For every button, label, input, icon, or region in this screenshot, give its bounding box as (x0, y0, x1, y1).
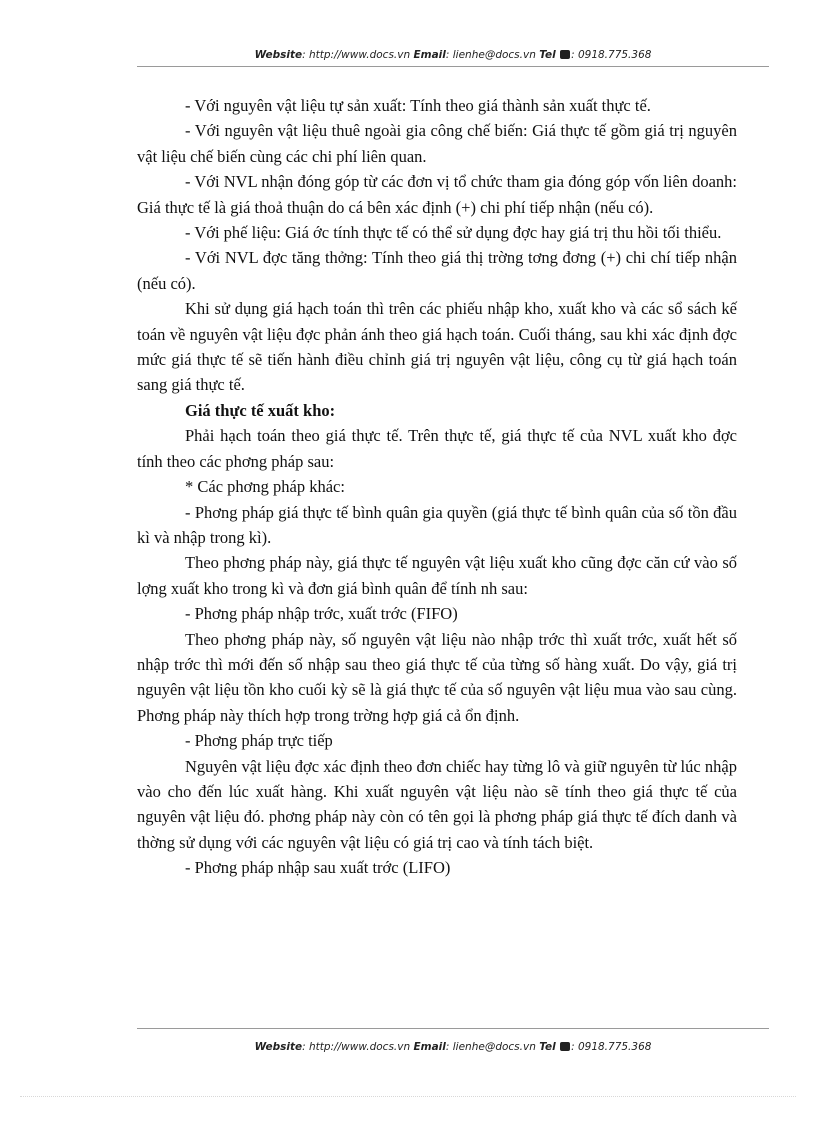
paragraph: - Phơng pháp nhập trớc, xuất trớc (FIFO) (185, 604, 458, 624)
footer-email-value: : lienhe@docs.vn (445, 1041, 536, 1053)
document-body (137, 93, 737, 881)
phone-icon (560, 50, 570, 59)
phone-icon (560, 1042, 570, 1051)
header-tel-value: : 0918.775.368 (571, 49, 652, 61)
section-heading: Giá thực tế xuất kho: (185, 400, 336, 420)
footer-divider (137, 1028, 769, 1029)
paragraph: - Với NVL đợc tăng thởng: Tính theo giá thị trờng tơng đơng (+) chi chí tiếp nhận (nếu có). (137, 248, 737, 293)
footer-email-label: Email (413, 1041, 446, 1053)
paragraph: - Phơng pháp giá thực tế bình quân gia quyền (giá thực tế bình quân của số tồn đầu kì và nhập trong kì). (137, 502, 737, 547)
header-email-value: : lienhe@docs.vn (445, 49, 536, 61)
page-header (137, 49, 769, 61)
header-website-label: Website (254, 49, 303, 61)
paragraph: - Phơng pháp nhập sau xuất trớc (LIFO) (185, 858, 451, 878)
footer-tel-value: : 0918.775.368 (571, 1041, 652, 1053)
footer-tel-label: Tel (539, 1041, 556, 1053)
header-divider (137, 66, 769, 67)
paragraph: - Với phế liệu: Giá ớc tính thực tế có thể sử dụng đợc hay giá trị thu hồi tối thiểu. (185, 223, 722, 243)
paragraph: Theo phơng pháp này, số nguyên vật liệu nào nhập trớc thì xuất trớc, xuất hết số nhập trớc thì mới đến số nhập sau theo giá thực tế của từng số hàng xuất. Do vậy, giá trị nguyên vật liệu tồn kho cuối kỳ sẽ là giá thực tế của số nguyên vật liệu mua vào sau cùng. Phơng pháp này thích hợp trong trờng hợp giá cả ổn định. (137, 629, 737, 725)
paragraph: Nguyên vật liệu đợc xác định theo đơn chiếc hay từng lô và giữ nguyên từ lúc nhập vào cho đến lúc xuất hàng. Khi xuất nguyên vật liệu nào sẽ tính theo giá thực tế của nguyên vật liệu đó. phơng pháp này còn có tên gọi là phơng pháp giá thực tế đích danh và thờng sử dụng với các nguyên vật liệu có giá trị cao và tính tách biệt. (137, 756, 737, 852)
header-website-value: : http://www.docs.vn (302, 49, 411, 61)
page-footer (137, 1041, 769, 1053)
paragraph: * Các phơng pháp khác: (185, 477, 345, 497)
footer-website-value: : http://www.docs.vn (302, 1041, 411, 1053)
paragraph: Khi sử dụng giá hạch toán thì trên các phiếu nhập kho, xuất kho và các sổ sách kế toán về nguyên vật liệu đợc phản ánh theo giá hạch toán. Cuối tháng, sau khi xác định đợc mức giá thực tế sẽ tiến hành điều chỉnh giá trị nguyên vật liệu, công cụ từ giá hạch toán sang giá thực tế. (137, 299, 737, 395)
header-email-label: Email (413, 49, 446, 61)
paragraph: Phải hạch toán theo giá thực tế. Trên thực tế, giá thực tế của NVL xuất kho đợc tính theo các phơng pháp sau: (137, 426, 737, 471)
footer-website-label: Website (254, 1041, 303, 1053)
header-tel-label: Tel (539, 49, 556, 61)
paragraph: - Với nguyên vật liệu tự sản xuất: Tính theo giá thành sản xuất thực tế. (185, 96, 651, 115)
page-edge-dotted-line (20, 1096, 796, 1097)
paragraph: - Với NVL nhận đóng góp từ các đơn vị tổ chức tham gia đóng góp vốn liên doanh: Giá thực tế là giá thoả thuận do cá bên xác định (+) chi phí tiếp nhận (nếu có). (137, 172, 737, 217)
paragraph: Theo phơng pháp này, giá thực tế nguyên vật liệu xuất kho cũng đợc căn cứ vào số lợng xuất kho trong kì và đơn giá bình quân để tính nh sau: (137, 553, 737, 598)
paragraph: - Phơng pháp trực tiếp (185, 731, 333, 751)
paragraph: - Với nguyên vật liệu thuê ngoài gia công chế biến: Giá thực tế gồm giá trị nguyên vật liệu chế biến cùng các chi phí liên quan. (137, 121, 737, 166)
